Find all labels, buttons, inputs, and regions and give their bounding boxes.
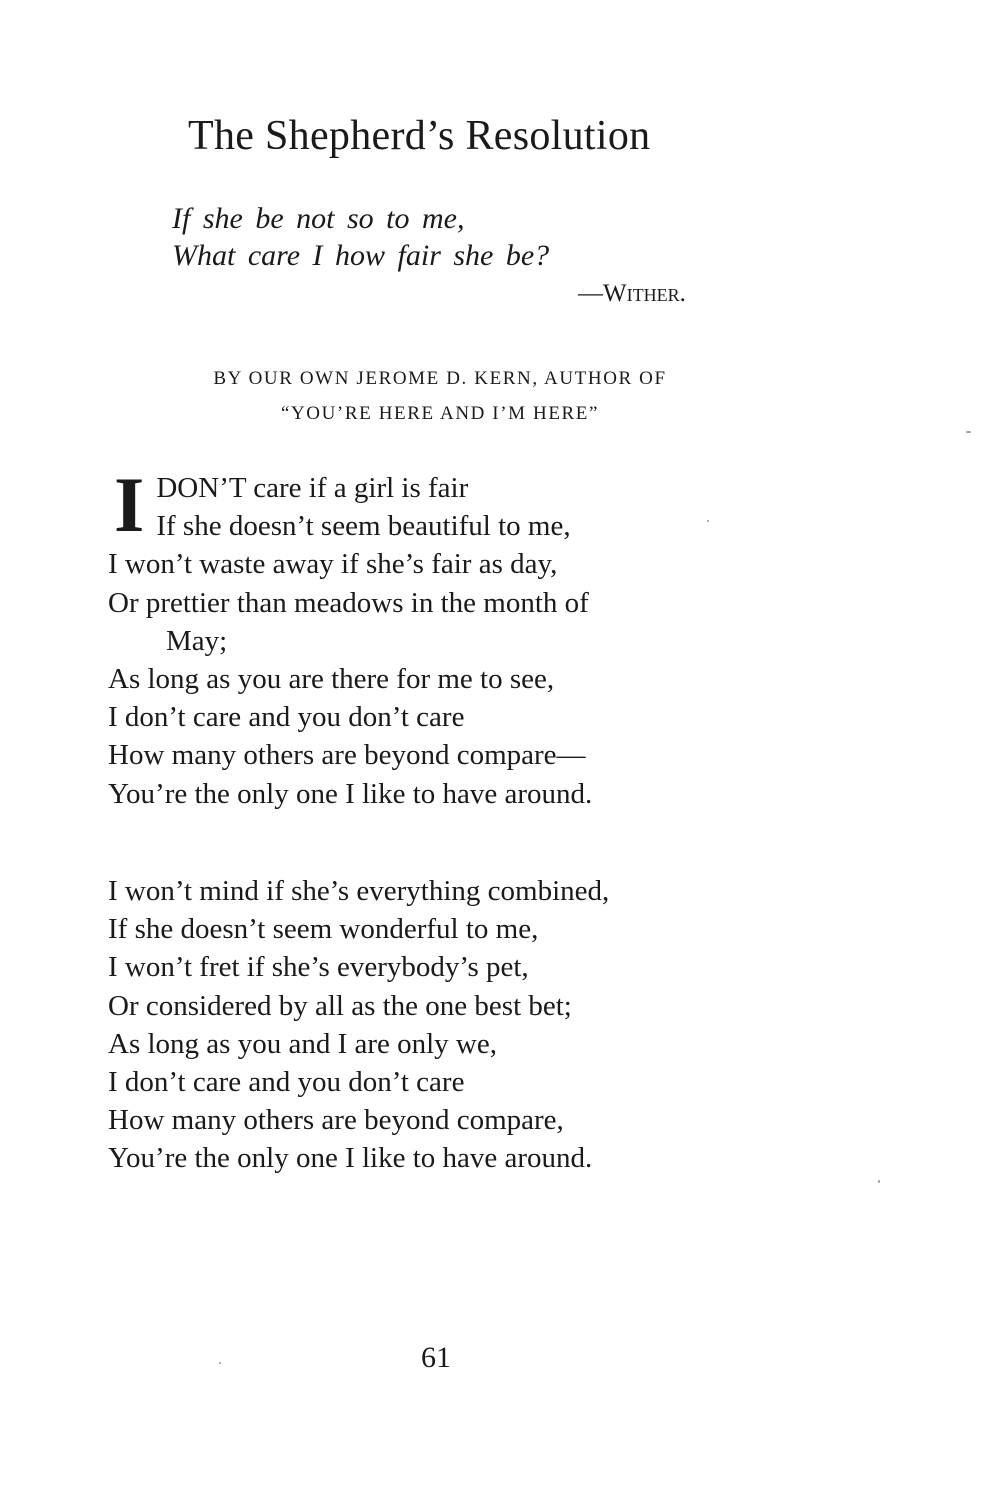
epigraph-attribution: —Wither. (578, 280, 686, 307)
drop-cap: I (114, 461, 145, 548)
scan-speck (878, 1180, 880, 1183)
verse-line: As long as you and I are only we, (108, 1027, 497, 1060)
byline-line-1: BY OUR OWN JEROME D. KERN, AUTHOR OF (213, 368, 667, 389)
verse-line: I won’t mind if she’s everything combined, (108, 875, 610, 907)
verse-line-continuation: May; (166, 624, 228, 657)
verse-line: Or prettier than meadows in the month of (108, 586, 589, 619)
scan-speck (707, 520, 709, 522)
verse-line: I don’t care and you don’t care (108, 1066, 465, 1099)
epigraph-line: What care I how fair she be? (172, 239, 550, 272)
poem-title: The Shepherd’s Resolution (188, 113, 651, 159)
verse-line: I won’t waste away if she’s fair as day, (108, 548, 558, 581)
byline (110, 361, 770, 431)
verse-line: As long as you are there for me to see, (108, 663, 555, 696)
verse-line: You’re the only one I like to have around. (108, 777, 593, 810)
verse-line: I won’t fret if she’s everybody’s pet, (108, 951, 529, 984)
epigraph-line: If she be not so to me, (172, 202, 465, 235)
verse-line: How many others are beyond compare— (108, 739, 586, 772)
stanza-1 (108, 461, 593, 813)
verse-line: If she doesn’t seem wonderful to me, (108, 913, 539, 946)
stanza-2 (108, 872, 609, 1178)
verse-line: You’re the only one I like to have around. (108, 1142, 593, 1175)
page-number: 61 (421, 1341, 451, 1374)
verse-line: I don’t care and you don’t care (108, 701, 465, 734)
byline-line-2: “YOU’RE HERE AND I’M HERE” (280, 403, 600, 424)
verse-line: How many others are beyond compare, (108, 1104, 564, 1137)
verse-line: Or considered by all as the one best bet; (108, 989, 572, 1022)
epigraph (172, 200, 549, 274)
verse-line: DON’T care if a girl is fair (156, 472, 469, 504)
scan-speck (966, 431, 971, 433)
verse-line: If she doesn’t seem beautiful to me, (156, 510, 571, 543)
scan-speck (219, 1362, 221, 1364)
